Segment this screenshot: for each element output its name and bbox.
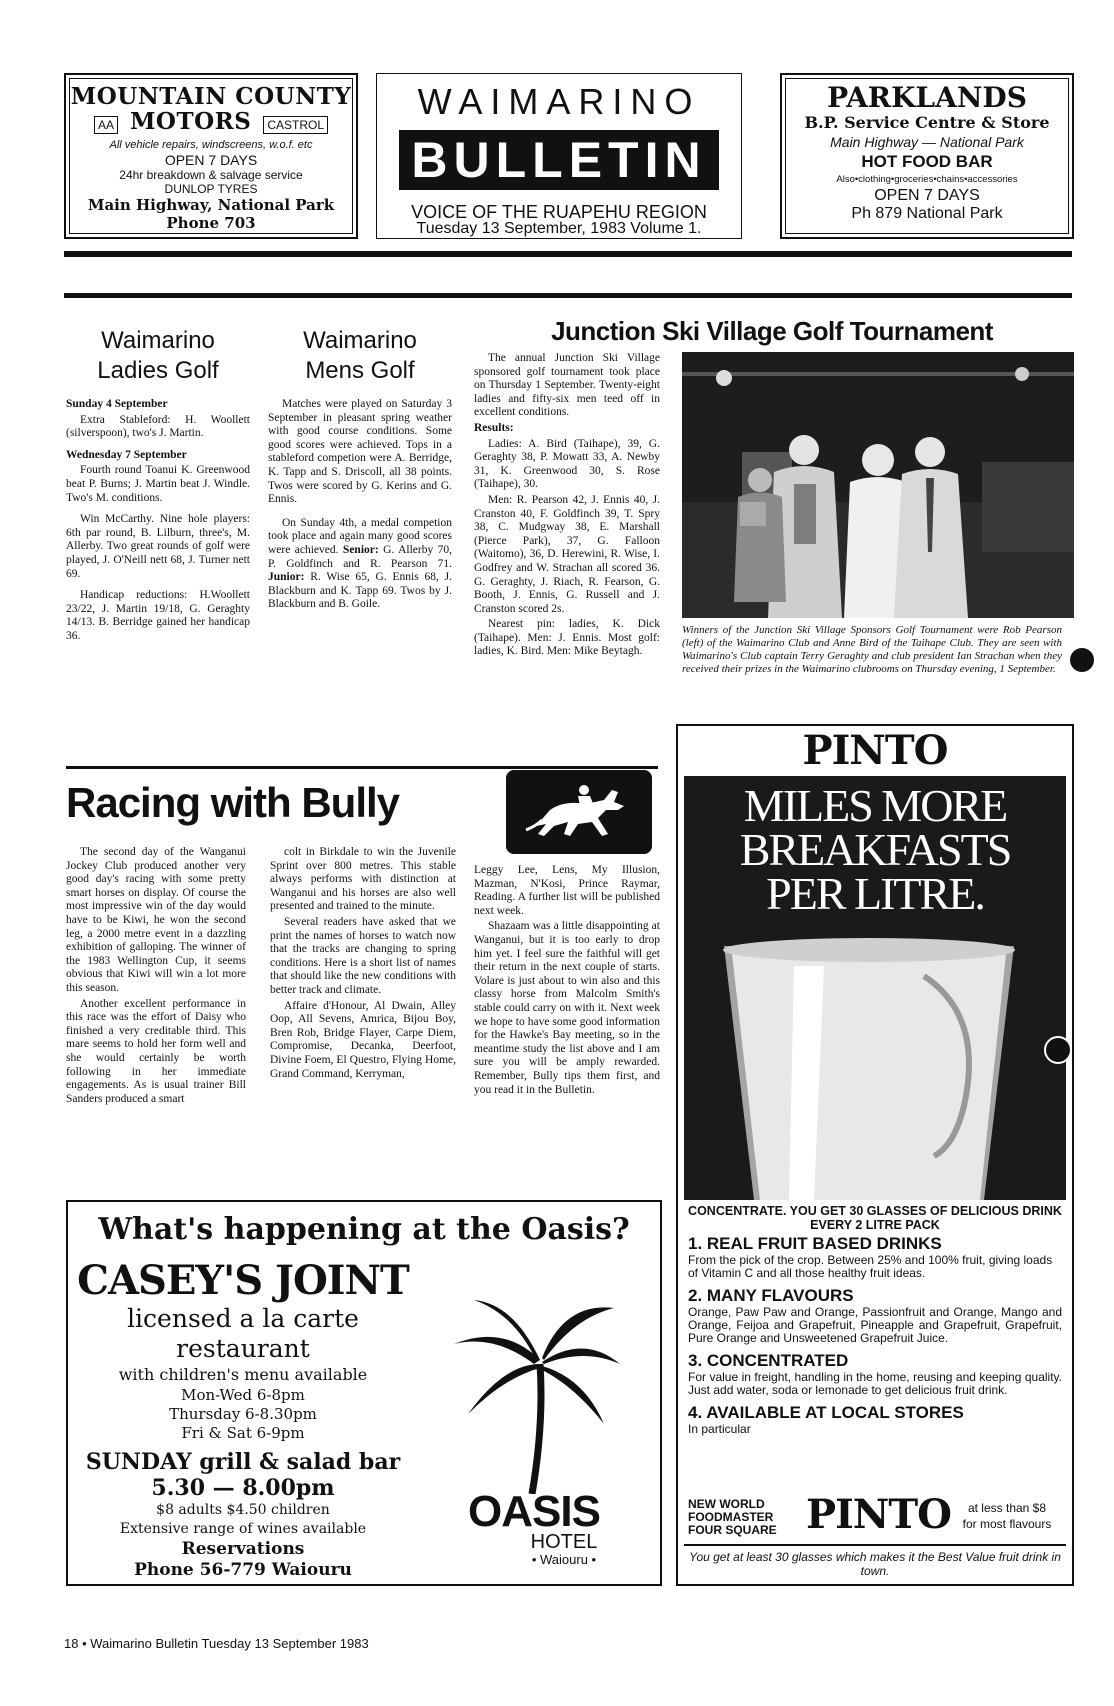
ladies-date-2: Wednesday 7 September — [66, 448, 187, 461]
ceiling-light-left — [716, 370, 732, 386]
ceiling-light-right — [1015, 367, 1029, 381]
parklands-phone: Ph 879 National Park — [851, 205, 1003, 222]
ladies-golf-article — [66, 326, 250, 646]
casey-name: CASEY'S JOINT — [77, 1257, 409, 1304]
junction-para-3: Men: R. Pearson 42, J. Ennis 40, J. Cranston 40, F. Goldfinch 39, T. Spry 38, C. Mudgway 38, E. Marshall (Pierce Park), 37, G. Falloon (Waitomo), 36, D. Herewini, R. Wise, I. Godfrey and W. Strachan all scored 36. G. Geraghty, J. Riach, R. Fearson, G. Booth, J. Ennis, G. Russell and J. Cranston scored 2s. — [474, 493, 660, 615]
mens-golf-article — [268, 326, 452, 614]
casey-block — [68, 1258, 418, 1581]
mountain-breakdown: 24hr breakdown & salvage service — [119, 168, 303, 182]
masthead-slogan: VOICE OF THE RUAPEHU REGION — [411, 202, 707, 222]
mountain-phone: Phone 703 — [166, 214, 256, 232]
casey-hours-3: Fri & Sat 6-9pm — [181, 1424, 305, 1442]
racing-col2-para-2: Several readers have asked that we print the names of horses to watch now that the tracks are changing to spring conditions. Here is a short list of names that should like the new conditions with better track and climate. — [270, 915, 456, 996]
ladies-para-2: Fourth round Toanui K. Greenwood beat P. Burns; J. Martin beat J. Windle. Two's M. conditions. — [66, 464, 250, 504]
mens-para-2 — [268, 517, 452, 612]
pinto-items — [688, 1234, 1062, 1436]
palm-tree-icon — [444, 1294, 624, 1494]
pinto-price-1: at less than $8 — [967, 1501, 1047, 1515]
pinto-item-1-title: 1. REAL FRUIT BASED DRINKS — [688, 1234, 942, 1253]
parklands-title: PARKLANDS — [827, 81, 1027, 114]
mountain-open: OPEN 7 DAYS — [164, 152, 258, 168]
casey-reservations: Reservations — [181, 1539, 305, 1559]
junction-para-2: Ladies: A. Bird (Taihape), 39, G. Geraghty 38, P. Mowatt 33, A. Newby 31, K. Greenwood 30, S. Rose (Taihape), 30. — [474, 437, 660, 491]
racing-title: Racing with Bully — [66, 779, 400, 826]
mens-golf-title-1: Waimarino — [303, 327, 417, 354]
pinto-footer-rule — [684, 1544, 1066, 1546]
mens-para-2a: On Sunday 4th, a medal competion took place and again many good scores were achieved. — [268, 516, 452, 556]
junction-results-label: Results: — [474, 421, 514, 434]
pinto-footer: You get at least 30 glasses which makes it the Best Value fruit drink in town. — [689, 1550, 1061, 1578]
ladies-golf-title-2: Ladies Golf — [97, 357, 219, 384]
masthead-name-bottom: BULLETIN — [399, 130, 719, 190]
castrol-badge: CASTROL — [263, 116, 328, 134]
parklands-food: HOT FOOD BAR — [861, 152, 993, 171]
parklands-also: Also•clothing•groceries•chains•accessories — [836, 174, 1018, 185]
oasis-question: What's happening at the Oasis? — [98, 1212, 630, 1247]
pinto-headline-2: BREAKFASTS — [739, 824, 1011, 875]
pinto-item-4-title: 4. AVAILABLE AT LOCAL STORES — [688, 1403, 964, 1422]
casey-sunday-time: 5.30 — 8.00pm — [151, 1475, 335, 1501]
casey-licensed: licensed a la carte restaurant — [127, 1304, 359, 1363]
register-mark-right-1 — [1070, 648, 1094, 672]
golf-winners-photo-svg — [682, 352, 1074, 618]
oasis-ad — [66, 1200, 662, 1586]
ladies-para-1: Extra Stableford: H. Woollett (silverspoon), two's J. Martin. — [66, 413, 250, 440]
pinto-item-2-title: 2. MANY FLAVOURS — [688, 1286, 854, 1305]
mens-golf-title-2: Mens Golf — [305, 357, 415, 384]
mens-para-2b: G. Allerby 70, P. Goldfinch and R. Pearson 71. — [268, 543, 452, 570]
racing-col2-para-3: Affaire d'Honour, Al Dwain, Alley Oop, All Sevens, Amrica, Bijou Boy, Bren Rob, Bridge Flayer, Carpe Diem, Compromise, Decanka, Deerfoot, Divine Foem, El Questro, Flying Home, Grand Command, Kerryman, — [270, 999, 456, 1080]
casey-hours-1: Mon-Wed 6-8pm — [181, 1386, 305, 1404]
pinto-price — [952, 1500, 1062, 1532]
pinto-item-1-body: From the pick of the crop. Between 25% and 100% fruit, giving loads of Vitamin C and all those healthy fruit ideas. — [688, 1253, 1053, 1280]
mountain-services: All vehicle repairs, windscreens, w.o.f. etc — [109, 139, 313, 151]
pinto-stores — [688, 1498, 777, 1537]
mountain-county-title: MOUNTAIN COUNTY — [70, 83, 352, 110]
glass-of-juice-image — [684, 776, 1066, 1200]
pinto-logo-top: PINTO — [802, 727, 948, 774]
pinto-lead: CONCENTRATE. YOU GET 30 GLASSES OF DELICIOUS DRINK EVERY 2 LITRE PACK — [688, 1204, 1062, 1232]
pinto-item-2-body: Orange, Paw Paw and Orange, Passionfruit and Orange, Mango and Orange, Feijoa and Grapefruit, Pineapple and Grapefruit, Grapefruit, Pure Orange and Unsweetened Grapefruit Juice. — [688, 1305, 1062, 1345]
mens-senior-label: Senior: — [342, 543, 379, 556]
ladies-date-1: Sunday 4 September — [66, 398, 168, 410]
junction-para-1: The annual Junction Ski Village sponsored golf tournament took place on Thursday 1 September. Twenty-eight ladies and fifty-six men teed off in excellent conditions. — [474, 352, 660, 419]
parklands-ad — [780, 73, 1074, 239]
ladies-golf-title-1: Waimarino — [101, 327, 215, 354]
racing-col3-para-2: Shazaam was a little disappointing at Wanganui, but it is too early to drop him yet. I feel sure the faithful will get their return in the next couple of starts. Volare is just about to win also and this classy horse from Malcolm Smith's stable could carry on with it. Next week we hope to have some good information for the Hawke's Bay meeting, so in the meantime study the list above and I am sure you will be amply rewarded. Remember, Bully tips them first, and you read it in the Bulletin. — [474, 920, 660, 1096]
ladies-para-3: Win McCarthy. Nine hole players: 6th par round, B. Lilburn, three's, M. Allerby. Two great rounds of golf were played, J. O'Neill nett 68, J. Turner nett 69. — [66, 513, 250, 580]
aa-badge: AA — [94, 116, 118, 134]
header-rule-2 — [64, 293, 1072, 298]
racing-col-2 — [270, 846, 456, 1083]
casey-wines: Extensive range of wines available — [119, 1521, 367, 1537]
golf-photo-caption: Winners of the Junction Ski Village Sponsors Golf Tournament were Rob Pearson (left) of the Waimarino Club and Anne Bird of the Taihape Club. They are seen with Waimarino's Club captain Terry Geraghty and club president Ian Strachan when they received their prizes in the Waimarino clubrooms on Thursday evening, 1 September. — [682, 624, 1062, 675]
golf-winners-photo — [682, 352, 1074, 618]
junction-title: Junction Ski Village Golf Tournament — [551, 316, 993, 346]
casey-phone: Phone 56-779 Waiouru — [134, 1560, 352, 1580]
pinto-item-3-body: For value in freight, handling in the home, reusing and keeping quality. Just add water, soda or lemonade to get delicious fruit drink. — [688, 1370, 1062, 1397]
oasis-hotel-word: HOTEL — [530, 1531, 598, 1553]
casey-hours-2: Thursday 6-8.30pm — [169, 1405, 317, 1423]
racing-col-1 — [66, 846, 246, 1108]
racing-rule — [66, 766, 658, 769]
ladies-para-4: Handicap reductions: H.Woollett 23/22, J. Martin 19/18, G. Geraghty 14/13. B. Berridge gained her handicap 36. — [66, 589, 250, 642]
junction-para-4: Nearest pin: ladies, K. Dick (Taihape). Men: J. Ennis. Most golf: ladies, K. Bird. Men: Mike Beytagh. — [474, 618, 660, 658]
oasis-hotel-name: OASIS — [468, 1487, 600, 1536]
oasis-hotel-logo — [434, 1487, 634, 1568]
pinto-item-3-title: 3. CONCENTRATED — [688, 1351, 849, 1370]
pinto-logo-bottom: PINTO — [806, 1491, 951, 1538]
pinto-price-2: for most flavours — [962, 1517, 1052, 1531]
pinto-ad — [676, 724, 1074, 1586]
masthead-dateline: Tuesday 13 September, 1983 Volume 1. — [416, 220, 702, 237]
register-mark-right-2 — [1044, 1036, 1072, 1064]
racing-col3-para-1: Leggy Lee, Lens, My Illusion, Mazman, N'Kosi, Prince Raymar, Reading. A further list will be published next week. — [474, 864, 660, 917]
masthead — [376, 73, 742, 239]
mountain-county-ad — [64, 73, 358, 239]
junction-article — [474, 352, 660, 661]
racing-horse-logo — [506, 770, 652, 854]
parklands-open: OPEN 7 DAYS — [874, 187, 980, 204]
pinto-store-2: FOODMASTER — [688, 1510, 774, 1524]
pinto-photo — [684, 776, 1066, 1200]
casey-sunday: SUNDAY grill & salad bar — [85, 1449, 401, 1475]
mens-para-1: Matches were played on Saturday 3 September in pleasant spring weather with good course conditions. Some good scores were achieved. Tops in a stableford competion were A. Berridge, K. Tapp and S. Driscoll, all 38 points. Twos were scored by G. Kerins and G. Ennis. — [268, 398, 452, 506]
oasis-hotel-town: • Waiouru • — [531, 1552, 597, 1567]
racing-col2-para-1: colt in Birkdale to win the Juvenile Sprint over 800 metres. This stable always performs with distinction at Wanganui and his horses are also well presented and trained to the minute. — [270, 846, 456, 913]
page-folio: 18 • Waimarino Bulletin Tuesday 13 September 1983 — [64, 1636, 369, 1651]
masthead-name-top: WAIMARINO — [417, 81, 701, 122]
parklands-location: Main Highway — National Park — [830, 134, 1024, 150]
pinto-headline-3: PER LITRE. — [766, 868, 984, 919]
casey-prices: $8 adults $4.50 children — [156, 1502, 330, 1518]
parklands-subtitle: B.P. Service Centre & Store — [804, 113, 1050, 132]
mountain-tyres: DUNLOP TYRES — [164, 182, 258, 196]
racing-col-3 — [474, 864, 660, 1099]
pinto-item-4-body: In particular — [688, 1422, 751, 1436]
pinto-store-1: NEW WORLD — [688, 1497, 765, 1511]
mountain-address: Main Highway, National Park — [87, 196, 335, 214]
motors-title: MOTORS — [129, 108, 252, 135]
racing-col1-para-2: Another excellent performance in this race was the effort of Daisy who finished a very creditable third. This mare seems to hold her form well and she would certainly be worth following in her immediate engagements. As is usual trainer Bill Sanders produced a smart — [66, 997, 246, 1105]
pinto-stores-block — [688, 1491, 1062, 1538]
mens-para-2c: R. Wise 65, G. Ennis 68, J. Blackburn and K. Tapp 69. Twos by J. Blackburn and B. Goile. — [268, 571, 453, 611]
mens-junior-label: Junior: — [268, 571, 305, 584]
casey-children: with children's menu available — [118, 1365, 368, 1384]
header-rule-thick — [64, 251, 1072, 257]
horse-jockey-icon — [506, 770, 652, 854]
pinto-headline-1: MILES MORE — [743, 780, 1007, 831]
racing-col1-para-1: The second day of the Wanganui Jockey Club produced another very good day's racing with some pretty smart horses on display. Of course the most impressive win of the day would have to be Kiwi, he won the second leg, a 2000 metre event in a dazzling exhibition of galloping. The winner of the 1983 Wellington Cup, it seems obvious that Kiwi will win a lot more this season. — [66, 846, 246, 994]
pinto-store-3: FOUR SQUARE — [688, 1523, 777, 1537]
